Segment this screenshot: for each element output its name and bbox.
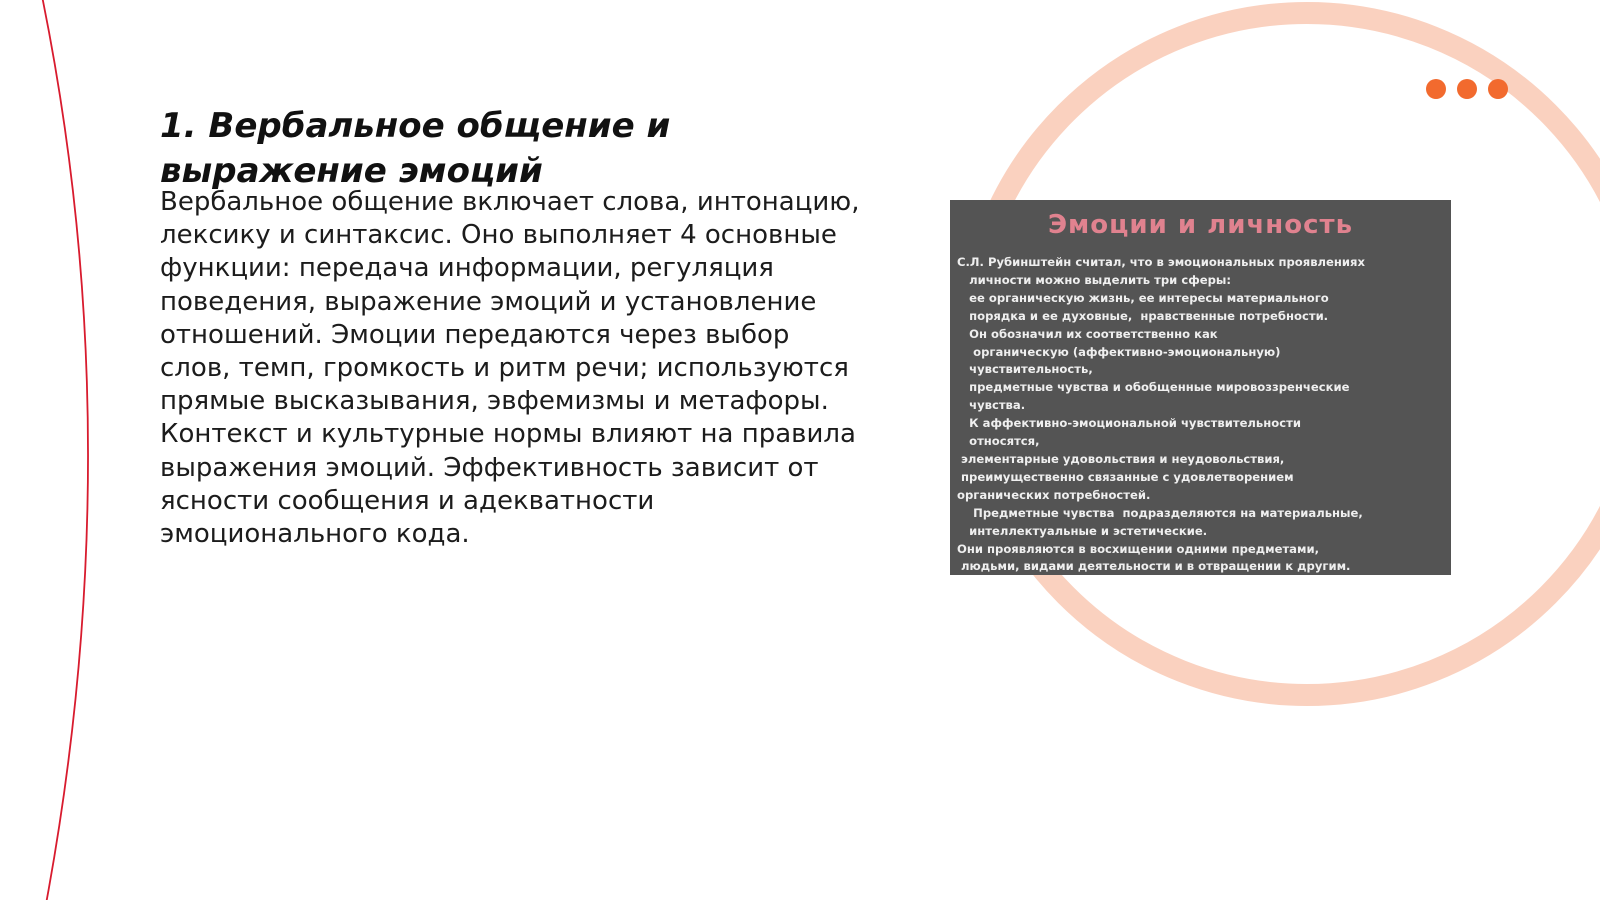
image-text-line: органическую (аффективно-эмоциональную) (957, 344, 1281, 359)
image-text-line: личности можно выделить три сферы: (957, 272, 1231, 287)
image-text-line: С.Л. Рубинштейн считал, что в эмоциональных проявлениях (957, 255, 1365, 269)
image-text-line: Предметные чувства подразделяются на материальные, (957, 505, 1363, 520)
image-text-block (957, 254, 1444, 575)
image-text-line: органических потребностей. (957, 487, 1151, 502)
image-text-line: Он обозначил их соответственно как (957, 326, 1218, 341)
image-text-line: Они проявляются в восхищении одними предметами, (957, 541, 1320, 556)
image-text-line: людьми, видами деятельности и в отвращении к другим. (957, 559, 1351, 574)
dot-icon (1426, 79, 1446, 99)
image-text-line: чувства. (957, 398, 1026, 413)
image-title: Эмоции и личность (1047, 210, 1354, 240)
image-text-line: ее органическую жизнь, ее интересы материального (957, 290, 1329, 305)
slide-title: 1. Вербальное общение и выражение эмоций (160, 106, 671, 191)
image-text-line: элементарные удовольствия и неудовольствия, (957, 451, 1285, 466)
dot-icon (1488, 79, 1508, 99)
dot-icon (1457, 79, 1477, 99)
image-text-line: чувствительность, (957, 362, 1093, 377)
image-text-line: предметные чувства и обобщенные мировоззренческие (957, 380, 1350, 395)
image-text-line: К аффективно-эмоциональной чувствительности (957, 416, 1301, 431)
decorative-dots (1426, 79, 1508, 99)
image-text-line: интеллектуальные и эстетические. (957, 523, 1208, 538)
image-text-line: преимущественно связанные с удовлетворением (957, 469, 1294, 484)
decorative-curve-line (42, 0, 88, 900)
slide-body-text: Вербальное общение включает слова, интонацию, лексику и синтаксис. Оно выполняет 4 основные функции: передача информации, регуляция поведения, выражение эмоций и установление отношений. Эмоции передаются через выбор слов, темп, громкость и ритм речи; используются прямые высказывания, эвфемизмы и метафоры. Контекст и культурные нормы влияют на правила выражения эмоций. Эффективность зависит от ясности сообщения и адекватности эмоционального кода. (160, 187, 860, 550)
image-text-line: порядка и ее духовные, нравственные потребности. (957, 308, 1329, 323)
embedded-slide-image (950, 200, 1451, 575)
image-text-line: относятся, (957, 434, 1040, 449)
